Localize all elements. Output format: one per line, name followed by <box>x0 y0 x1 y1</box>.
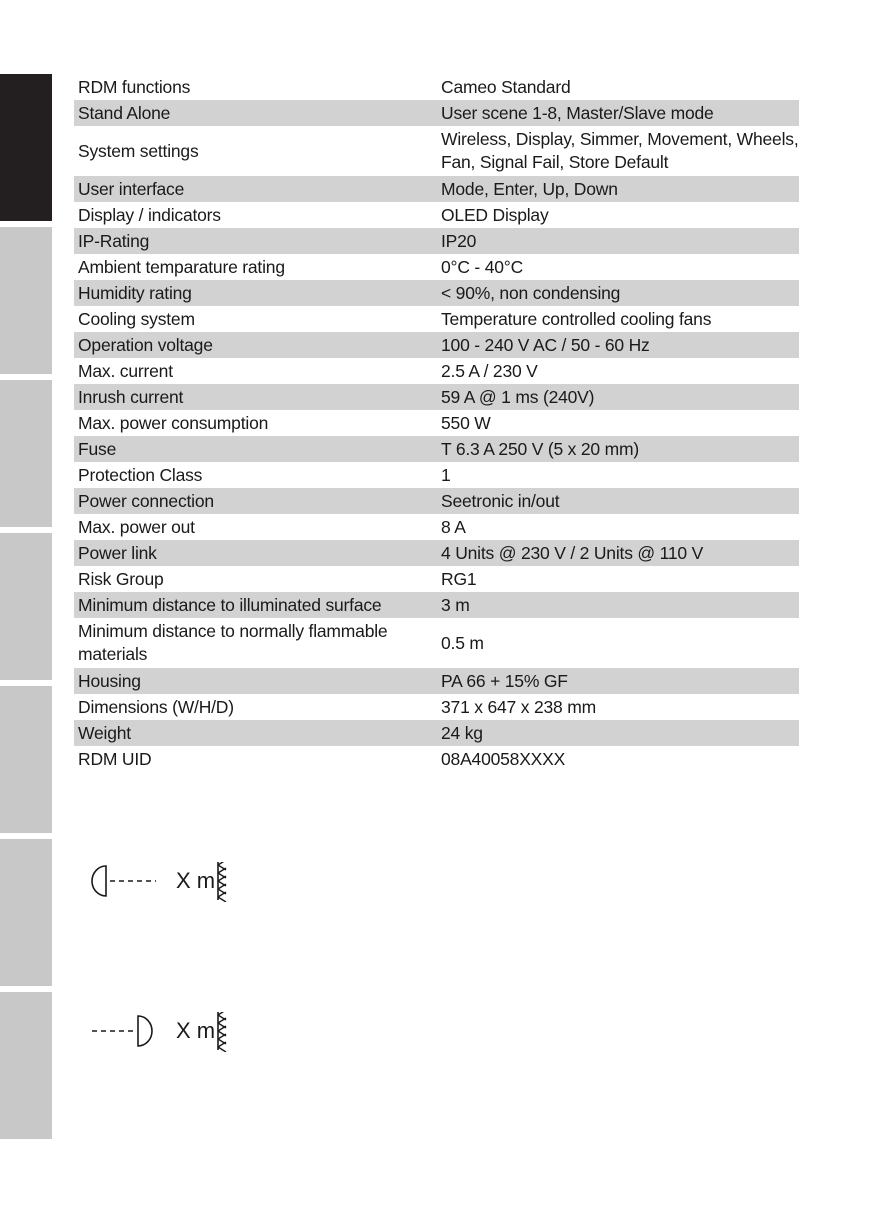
spec-label: Humidity rating <box>78 282 192 303</box>
spec-label: Display / indicators <box>78 204 221 225</box>
spec-value: T 6.3 A 250 V (5 x 20 mm) <box>441 438 639 459</box>
spec-row <box>74 384 799 410</box>
spec-value: 2.5 A / 230 V <box>441 360 538 381</box>
spec-row <box>74 74 799 100</box>
spec-row <box>74 618 799 668</box>
lamp-to-surface-icon <box>88 862 248 902</box>
spec-value: 59 A @ 1 ms (240V) <box>441 386 595 407</box>
spec-value: Mode, Enter, Up, Down <box>441 178 618 199</box>
side-tab <box>0 686 52 833</box>
spec-value: 4 Units @ 230 V / 2 Units @ 110 V <box>441 542 704 563</box>
side-tab <box>0 227 52 374</box>
spec-value: Temperature controlled cooling fans <box>441 308 712 329</box>
spec-row <box>74 462 799 488</box>
side-tab-active <box>0 74 52 221</box>
spec-row <box>74 358 799 384</box>
spec-value: 24 kg <box>441 722 483 743</box>
spec-label: Fuse <box>78 438 117 459</box>
spec-row <box>74 176 799 202</box>
spec-row <box>74 410 799 436</box>
spec-row <box>74 306 799 332</box>
side-tab <box>0 992 52 1139</box>
spec-label: Housing <box>78 670 141 691</box>
spec-label: Ambient temparature rating <box>78 256 285 277</box>
spec-row <box>74 126 799 176</box>
spec-row <box>74 720 799 746</box>
side-tab-strip <box>0 74 52 1145</box>
side-tab <box>0 380 52 527</box>
spec-label: Risk Group <box>78 568 164 589</box>
spec-row <box>74 228 799 254</box>
spec-label: Max. current <box>78 360 173 381</box>
spec-row <box>74 668 799 694</box>
spec-row <box>74 694 799 720</box>
illuminated-surface-distance-symbol <box>88 862 248 902</box>
spec-value: 550 W <box>441 412 491 433</box>
spec-value: 08A40058XXXX <box>441 748 566 769</box>
spec-value: 100 - 240 V AC / 50 - 60 Hz <box>441 334 650 355</box>
spec-value: PA 66 + 15% GF <box>441 670 568 691</box>
side-tab <box>0 533 52 680</box>
spec-label: Max. power consumption <box>78 412 269 433</box>
spec-label: Operation voltage <box>78 334 213 355</box>
spec-label: Minimum distance to illuminated surface <box>78 594 382 615</box>
spec-value: Wireless, Display, Simmer, Movement, Wheels, Fan, Signal Fail, Store Default <box>441 129 799 172</box>
side-tab <box>0 839 52 986</box>
spec-value: Seetronic in/out <box>441 490 560 511</box>
spec-label: Cooling system <box>78 308 195 329</box>
spec-label: RDM functions <box>78 76 191 97</box>
spec-label: Power connection <box>78 490 214 511</box>
spec-value: 0°C - 40°C <box>441 256 524 277</box>
spec-value: IP20 <box>441 230 477 251</box>
spec-table <box>74 74 799 772</box>
spec-row <box>74 202 799 228</box>
spec-value: 1 <box>441 464 451 485</box>
spec-label: Stand Alone <box>78 102 171 123</box>
spec-value: 371 x 647 x 238 mm <box>441 696 596 717</box>
spec-row <box>74 100 799 126</box>
spec-value: User scene 1-8, Master/Slave mode <box>441 102 714 123</box>
spec-row <box>74 566 799 592</box>
spec-row <box>74 280 799 306</box>
spec-row <box>74 488 799 514</box>
spec-row <box>74 592 799 618</box>
spec-label: Power link <box>78 542 157 563</box>
spec-row <box>74 436 799 462</box>
spec-label: Dimensions (W/H/D) <box>78 696 234 717</box>
lamp-to-flammable-icon <box>88 1012 248 1052</box>
spec-label: RDM UID <box>78 748 152 769</box>
spec-value: 0.5 m <box>441 632 484 653</box>
spec-label: User interface <box>78 178 185 199</box>
spec-row <box>74 254 799 280</box>
spec-value: 3 m <box>441 594 470 615</box>
spec-value: < 90%, non condensing <box>441 282 621 303</box>
spec-value: RG1 <box>441 568 477 589</box>
spec-row <box>74 332 799 358</box>
distance-label: X m <box>176 868 216 893</box>
spec-label: Protection Class <box>78 464 203 485</box>
spec-label: Inrush current <box>78 386 184 407</box>
spec-label: System settings <box>78 140 199 161</box>
distance-label: X m <box>176 1018 216 1043</box>
spec-row <box>74 514 799 540</box>
spec-value: 8 A <box>441 516 466 537</box>
spec-label: Weight <box>78 722 131 743</box>
spec-label: Max. power out <box>78 516 195 537</box>
spec-label: IP-Rating <box>78 230 150 251</box>
spec-label: Minimum distance to normally flammable materials <box>78 621 388 664</box>
spec-row <box>74 540 799 566</box>
spec-row <box>74 746 799 772</box>
spec-value: OLED Display <box>441 204 549 225</box>
spec-value: Cameo Standard <box>441 76 571 97</box>
flammable-materials-distance-symbol <box>88 1012 248 1052</box>
